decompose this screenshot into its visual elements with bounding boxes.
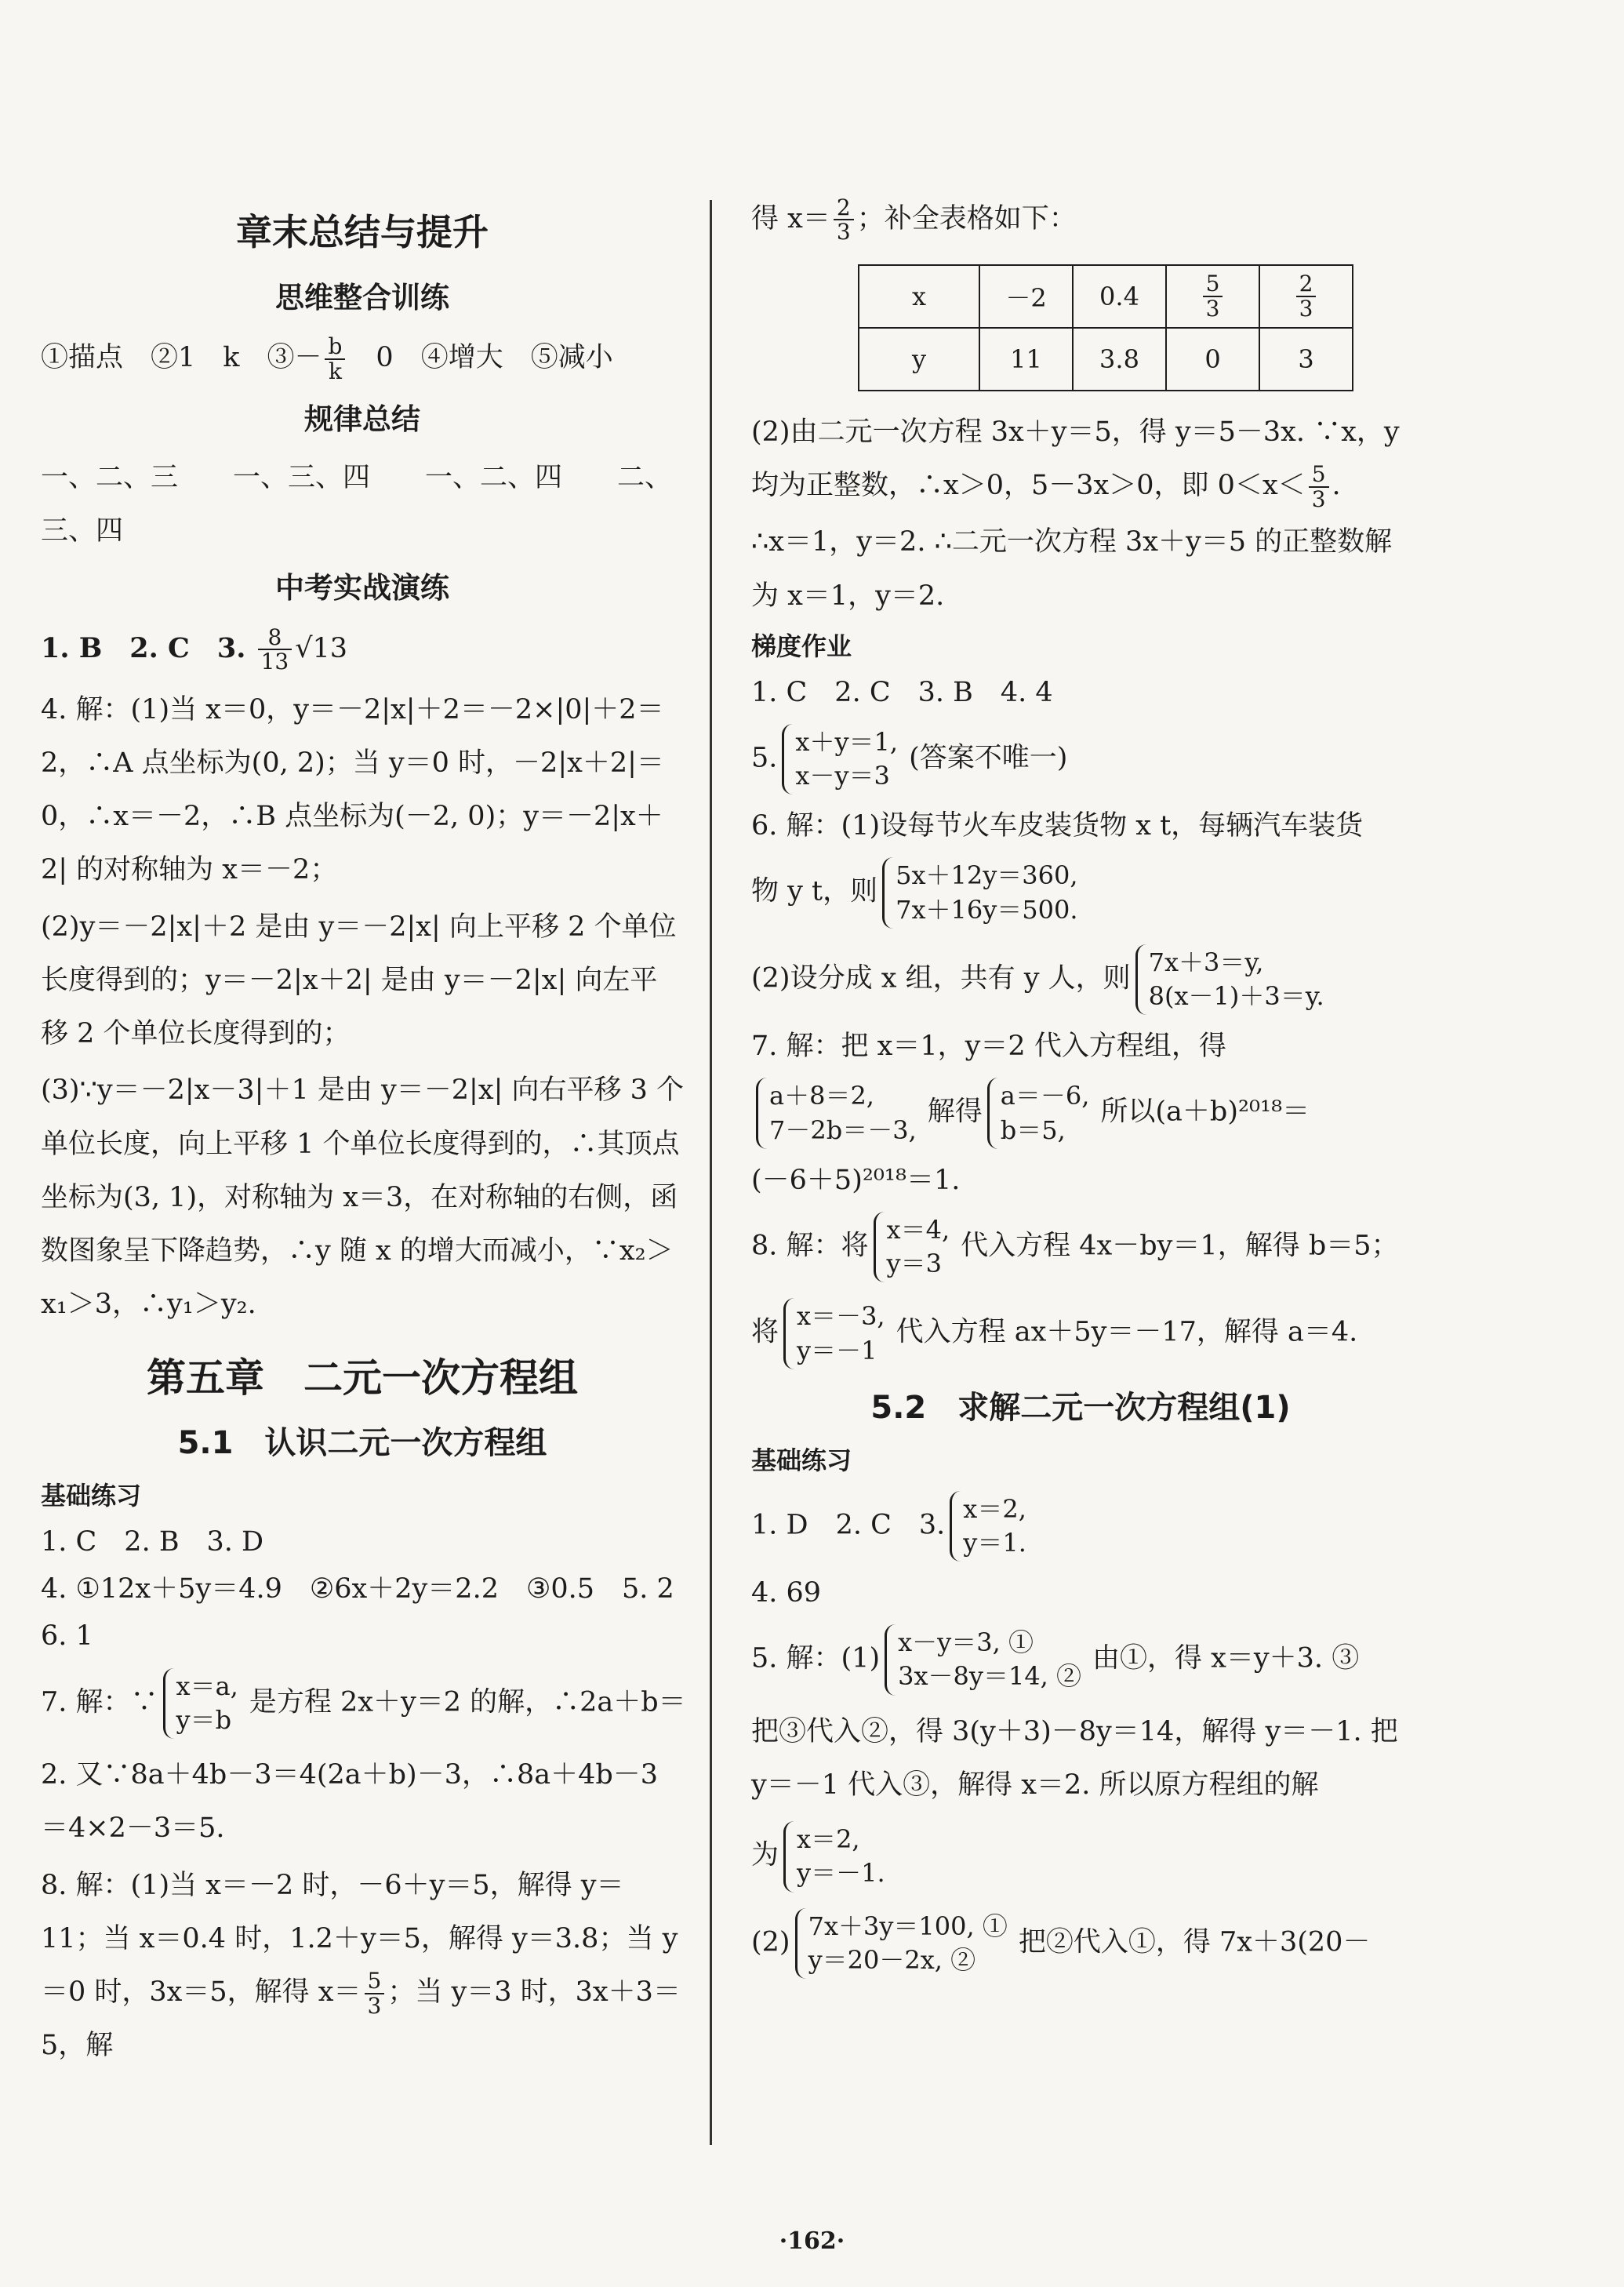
table-cell: 11 — [979, 328, 1073, 391]
q7-suffix: 是方程 2x＋y＝2 的解，∴2a＋b＝ — [249, 1686, 686, 1718]
t5-prefix: 5. — [751, 742, 778, 774]
chapter-summary-title: 章末总结与提升 — [236, 211, 489, 253]
b-q1-3 — [751, 1483, 1410, 1569]
t8-system-2 — [783, 1298, 892, 1369]
siwei-fraction — [325, 335, 345, 383]
sys-line: a＋8＝2, — [769, 1081, 874, 1111]
b5-p2-prefix: (2) — [751, 1926, 790, 1958]
t7-system-1 — [756, 1078, 923, 1148]
sys-line: x＝2, — [963, 1493, 1026, 1524]
answer-q1-3: 1. C 2. B 3. D — [41, 1525, 264, 1558]
sys-line: x＝－3, — [797, 1301, 885, 1332]
b-q5-solution — [751, 1813, 1410, 1900]
sys-line: x＝2, — [797, 1824, 860, 1855]
t7-system-2 — [987, 1078, 1096, 1148]
table-row-y — [859, 328, 1353, 391]
sys-line: y＝－1 — [797, 1335, 877, 1365]
q7-prefix: 7. 解：∵ — [41, 1686, 158, 1718]
heading-guilv: 规律总结 — [304, 402, 420, 437]
tidu-q6: 6. 解：(1)设每节火车皮装货物 x t，每辆汽车装货 — [751, 810, 1364, 842]
siwei-answer — [41, 327, 684, 391]
sys-line: 8(x－1)＋3＝y. — [1148, 981, 1324, 1012]
heading-jichu-5-1: 基础练习 — [41, 1481, 142, 1511]
sys-line: x＝a, — [176, 1671, 238, 1701]
frac-num: b — [325, 335, 345, 359]
heading-jichu-5-2: 基础练习 — [751, 1445, 852, 1475]
siwei-text-b: 0 ④增大 ⑤减小 — [348, 342, 613, 374]
right-column — [751, 188, 1410, 1987]
zk-q1-3-text: 1. B 2. C 3. — [41, 631, 246, 664]
b5-p2-system — [795, 1908, 1014, 1979]
table-cell — [1166, 265, 1259, 328]
intro-b: ；补全表格如下： — [856, 202, 1077, 235]
heading-tidu: 梯度作业 — [751, 631, 852, 661]
sys-line: y＝1. — [963, 1527, 1026, 1558]
table-cell: y — [859, 328, 979, 391]
tidu-q7: 7. 解：把 x＝1，y＝2 代入方程组，得 — [751, 1031, 1226, 1063]
part2-answer-cont: ∴x＝1，y＝2. ∴二元一次方程 3x＋y＝5 的正整数解为 x＝1，y＝2. — [751, 526, 1393, 612]
b5-solution-system — [783, 1821, 892, 1892]
section-5-1-title: 5.1 认识二元一次方程组 — [177, 1425, 547, 1462]
t7-mid: 解得 — [927, 1096, 983, 1129]
zk-q3-fraction — [258, 626, 292, 674]
sys-line: 7x＋3y＝100, ① — [808, 1911, 1008, 1941]
sys-line: 5x＋12y＝360, — [896, 860, 1078, 891]
b5-suffix: 由①，得 x＝y＋3. ③ — [1092, 1642, 1360, 1674]
b-q5 — [751, 1616, 1410, 1703]
chapter-5-title: 第五章 二元一次方程组 — [147, 1354, 578, 1401]
answer-q8 — [41, 1857, 684, 2074]
answer-q7-cont: 2. 又∵8a＋4b－3＝4(2a＋b)－3，∴8a＋4b－3＝4×2－3＝5. — [41, 1759, 659, 1845]
intro-fraction — [834, 196, 854, 244]
t6-prefix: 物 y t，则 — [751, 876, 878, 908]
zhongkao-q4-part2: (2)y＝－2|x|＋2 是由 y＝－2|x| 向上平移 2 个单位长度得到的；y＝－2|x＋2| 是由 y＝－2|x| 向左平移 2 个单位长度得到的； — [41, 911, 677, 1050]
tidu-q8-cont — [751, 1290, 1410, 1376]
p2-text-b: . — [1332, 470, 1341, 502]
sys-line: y＝－1. — [797, 1858, 885, 1889]
frac-den: 3 — [367, 1992, 382, 2019]
sys-line: 7－2b＝－3, — [769, 1114, 917, 1145]
tidu-q7-cont: (－6＋5)²⁰¹⁸＝1. — [751, 1164, 961, 1196]
b-q5-part2 — [751, 1900, 1410, 1987]
t6-p2-text: (2)设分成 x 组，共有 y 人，则 — [751, 962, 1131, 994]
tidu-q5 — [751, 716, 1410, 802]
sys-line: a＝－6, — [1000, 1081, 1090, 1111]
table-row-x — [859, 265, 1353, 328]
frac-den: 13 — [260, 649, 289, 675]
t8-system — [874, 1212, 957, 1282]
table-cell — [1259, 265, 1353, 328]
zhongkao-q4-part1: 4. 解：(1)当 x＝0，y＝－2|x|＋2＝－2×|0|＋2＝2，∴A 点坐标为(0, 2)；当 y＝0 时，－2|x＋2|＝0，∴x＝－2，∴B 点坐标为(－2, 0)；y＝－2|x＋2| 的对称轴为 x＝－2； — [41, 693, 664, 886]
sys-line: 7x＋16y＝500. — [896, 894, 1078, 925]
t8-prefix: 8. 解：将 — [751, 1230, 869, 1262]
b5-p2-suffix: 把②代入①，得 7x＋3(20－ — [1018, 1926, 1371, 1958]
q8-fraction — [365, 1969, 385, 2017]
sys-line: x＝4, — [886, 1215, 950, 1245]
t8-suffix: 代入方程 4x－by＝1，解得 b＝5； — [961, 1230, 1399, 1262]
q8-text: 8. 解：(1)当 x＝－2 时，－6＋y＝5，解得 y＝11；当 x＝0.4 时，1.2＋y＝5，解得 y＝3.8；当 y＝0 时，3x＝5，解得 x＝ — [41, 1869, 678, 2009]
tidu-q7-systems — [751, 1070, 1410, 1156]
table-cell: －2 — [979, 265, 1073, 328]
heading-siwei: 思维整合训练 — [275, 280, 449, 315]
part2-answer — [751, 404, 1410, 514]
b-q4: 4. 69 — [751, 1577, 822, 1609]
b3-system — [950, 1491, 1033, 1562]
p2-fraction — [1309, 463, 1329, 511]
frac-num: 5 — [1309, 463, 1329, 487]
sys-line: y＝20－2x, ② — [808, 1944, 976, 1975]
frac-den: 3 — [1205, 295, 1220, 322]
frac-den: k — [328, 358, 342, 384]
b5-prefix-b: 为 — [751, 1839, 779, 1871]
intro-a: 得 x＝ — [751, 202, 830, 235]
t8-prefix-b: 将 — [751, 1317, 779, 1349]
page-number: ·162· — [779, 2227, 845, 2255]
frac-num: 5 — [365, 1969, 385, 1994]
sys-line: y＝b — [176, 1704, 232, 1735]
sys-line: y＝3 — [886, 1249, 942, 1279]
sys-line: x＋y＝1, — [795, 726, 899, 757]
section-5-2-title: 5.2 求解二元一次方程组(1) — [870, 1389, 1291, 1426]
b-q5-cont: 把③代入②，得 3(y＋3)－8y＝14，解得 y＝－1. 把 y＝－1 代入③，解得 x＝2. 所以原方程组的解 — [751, 1715, 1398, 1801]
t5-system — [782, 724, 904, 794]
b5-system — [885, 1624, 1088, 1695]
answer-q6: 6. 1 — [41, 1620, 93, 1653]
table-intro — [751, 188, 1410, 252]
t5-suffix: (答案不唯一) — [909, 742, 1068, 774]
sys-line: x－y＝3, ① — [898, 1627, 1034, 1658]
table-cell: 3 — [1259, 328, 1353, 391]
zk-q3-sqrt: √13 — [295, 632, 348, 664]
sys-line: x－y＝3 — [795, 761, 890, 791]
siwei-text-a: ①描点 ②1 k ③－ — [41, 342, 322, 374]
zhongkao-q1-3 — [41, 618, 684, 682]
answer-q4-5: 4. ①12x＋5y＝4.9 ②6x＋2y＝2.2 ③0.5 5. 2 — [41, 1573, 674, 1605]
t6-p2-system — [1135, 944, 1331, 1015]
zhongkao-q4-part3: (3)∵y＝－2|x－3|＋1 是由 y＝－2|x| 向右平移 3 个单位长度，向上平移 1 个单位长度得到的，∴其顶点坐标为(3, 1)，对称轴为 x＝3，在对称轴的右侧，函数图象呈下降趋势，∴y 随 x 的增大而减小，∵x₂＞x₁＞3，∴y₁＞y₂. — [41, 1074, 685, 1321]
frac-den: 3 — [836, 219, 851, 245]
t8-suffix-b: 代入方程 ax＋5y＝－17，解得 a＝4. — [896, 1317, 1358, 1349]
table-cell: 3.8 — [1073, 328, 1166, 391]
sys-line: b＝5, — [1000, 1114, 1066, 1145]
frac-num: 2 — [834, 196, 854, 220]
frac-num: 2 — [1296, 272, 1317, 296]
t6-system — [882, 857, 1084, 928]
frac-num: 5 — [1203, 272, 1223, 296]
left-column — [41, 188, 684, 2074]
q7-system — [163, 1668, 245, 1739]
b1-3-text: 1. D 2. C 3. — [751, 1509, 946, 1541]
tidu-q6-part2 — [751, 936, 1410, 1023]
table-cell: x — [859, 265, 979, 328]
t7-suffix: 所以(a＋b)²⁰¹⁸＝ — [1100, 1096, 1310, 1129]
value-table — [858, 264, 1353, 391]
frac-den: 3 — [1311, 485, 1326, 512]
tidu-q6-system — [751, 849, 1410, 936]
answer-q7 — [41, 1660, 684, 1747]
frac-den: 3 — [1299, 295, 1313, 322]
guilv-answer: 一、二、三 一、三、四 一、二、四 二、三、四 — [41, 461, 673, 547]
table-cell: 0.4 — [1073, 265, 1166, 328]
tidu-q8 — [751, 1204, 1410, 1290]
table-cell: 0 — [1166, 328, 1259, 391]
b5-prefix: 5. 解：(1) — [751, 1642, 881, 1674]
frac-num: 8 — [258, 626, 292, 650]
column-divider — [710, 200, 712, 2145]
sys-line: 3x－8y＝14, ② — [898, 1661, 1082, 1692]
tidu-q1-4: 1. C 2. C 3. B 4. 4 — [751, 676, 1053, 708]
heading-zhongkao: 中考实战演练 — [275, 571, 449, 605]
q8-text-b: ；当 y＝3 时，3x＋3＝5，解 — [41, 1976, 681, 2062]
sys-line: 7x＋3＝y, — [1148, 947, 1264, 977]
p2-text: (2)由二元一次方程 3x＋y＝5，得 y＝5－3x. ∵x，y 均为正整数，∴x＞0，5－3x＞0，即 0＜x＜ — [751, 416, 1400, 502]
